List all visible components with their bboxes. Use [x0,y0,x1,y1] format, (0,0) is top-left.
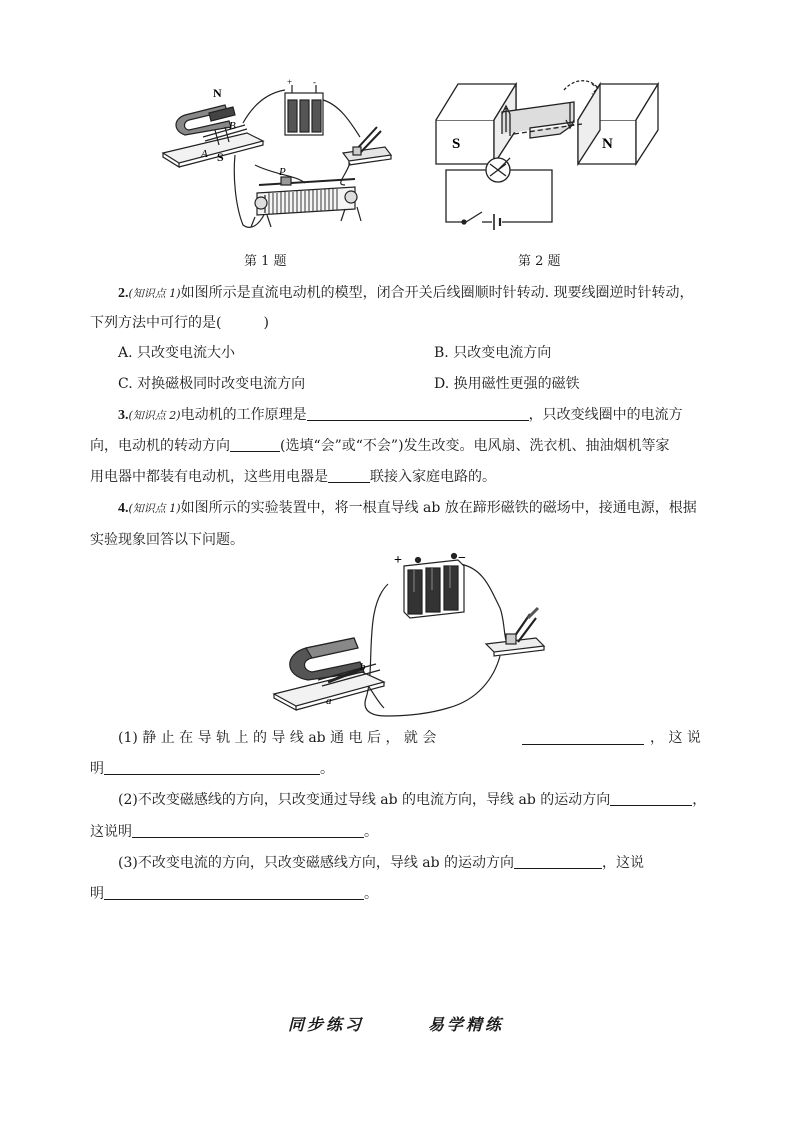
question-4-sub-2-blank-1[interactable] [610,791,692,806]
question-4-tag: (知识点 1) [128,502,181,515]
question-3-line-3 [90,467,496,487]
figure-2-dc-motor-model [432,72,662,234]
question-4-sub-3-end: 。 [364,886,378,902]
fig1-label-n: N [213,86,222,100]
fig1-label-b: B [229,120,236,132]
question-3-text-1a: 电动机的工作原理是 [180,407,307,423]
fig4-label-plus: + [394,553,402,568]
question-3-tag: (知识点 2) [128,409,181,422]
question-4-sub-1-text-b: ， 这 说 [650,730,701,746]
fig1-label-p: P [279,166,286,178]
question-2-option-a[interactable]: A. 只改变电流大小 [118,345,236,361]
figure-1-caption: 第 1 题 [244,254,287,269]
question-2-stem-line-1: 如图所示是直流电动机的模型，闭合开关后线圈顺时针转动. 现要线圈逆时针转动， [180,285,694,301]
question-4-sub-1-text-a: (1) 静 止 在 导 轨 上 的 导 线 ab 通 电 后 ， 就 会 [118,730,437,746]
fig2-label-n: N [602,136,613,152]
question-3-text-2b: (选填“会”或“不会”)发生改变。电风扇、洗衣机、抽油烟机等家 [280,438,670,454]
footer-right-slogan: 易学精练 [428,1015,505,1034]
question-4-sub-2-text-b: ， [692,792,707,808]
question-4-sub-3-blank-2[interactable] [104,885,364,900]
figure-1-motor-circuit [155,75,400,235]
footer-left-slogan: 同步练习 [288,1015,365,1034]
figure-4-experiment-setup [268,548,558,720]
question-4-sub-1-line-1 [118,728,436,748]
question-3-line-1 [118,405,683,426]
fig1-label-minus: - [313,77,316,87]
question-4-sub-3-line-2 [90,884,378,904]
question-3-blank-1[interactable] [307,406,529,421]
question-4-sub-3-text-a: (3)不改变电流的方向，只改变磁感线方向，导线 ab 的运动方向 [118,855,515,871]
question-4-sub-1-blank-1[interactable] [522,730,644,745]
question-3-number: 3. [118,408,129,423]
question-3-text-3a: 用电器中都装有电动机，这些用电器是 [90,469,328,485]
question-3-blank-2[interactable] [230,437,280,452]
question-4-sub-3-blank-1[interactable] [514,854,602,869]
fig1-label-s: S [217,150,224,164]
question-2-option-c[interactable]: C. 对换磁极同时改变电流方向 [118,376,306,392]
question-4-sub-1-blank-2[interactable] [104,760,320,775]
question-4-sub-3-text-b: ，这说 [602,855,645,871]
question-3-text-1b: ，只改变线圈中的电流方 [528,407,683,423]
fig4-label-minus: − [458,551,466,566]
question-4-line-1 [118,498,697,519]
question-4-sub-3-line-1 [118,853,644,873]
question-4-sub-1-line-2 [90,759,334,779]
figure-2-caption: 第 2 题 [518,254,561,269]
question-3-text-2a: 向，电动机的转动方向 [90,438,230,454]
fig1-label-a: A [201,148,208,160]
question-3-text-3b: 联接入家庭电路的。 [370,469,496,485]
question-2-stem-line-2: 下列方法中可行的是( ) [90,315,269,331]
question-4-sub-2-end: 。 [364,824,378,840]
question-4-stem-line-1: 如图所示的实验装置中，将一根直导线 ab 放在蹄形磁铁的磁场中，接通电源，根据 [180,500,697,516]
question-2-option-d[interactable]: D. 换用磁性更强的磁铁 [434,376,580,392]
fig4-label-b: b [360,661,366,673]
question-4-sub-2-line-2 [90,822,378,842]
question-4-sub-3-text-c: 明 [90,886,104,902]
question-2-tag: (知识点 1) [128,287,181,300]
question-4-number: 4. [118,501,129,516]
question-2-option-b[interactable]: B. 只改变电流方向 [434,345,552,361]
question-4-sub-1-end: 。 [320,761,334,777]
question-4-stem-line-2: 实验现象回答以下问题。 [90,532,244,548]
question-4-sub-1-text-c: 明 [90,761,104,777]
question-3-line-2 [90,436,670,456]
fig4-label-a: a [326,695,332,707]
question-3-blank-3[interactable] [328,468,370,483]
fig1-label-plus: + [287,77,293,87]
question-4-sub-2-blank-2[interactable] [132,823,364,838]
question-4-sub-2-line-1 [118,790,706,810]
question-2-line-1 [118,283,693,304]
question-4-sub-2-text-c: 这说明 [90,824,132,840]
fig2-label-s: S [452,136,461,152]
question-4-sub-2-text-a: (2)不改变磁感线的方向，只改变通过导线 ab 的电流方向，导线 ab 的运动方向 [118,792,611,808]
question-2-number: 2. [118,286,129,301]
